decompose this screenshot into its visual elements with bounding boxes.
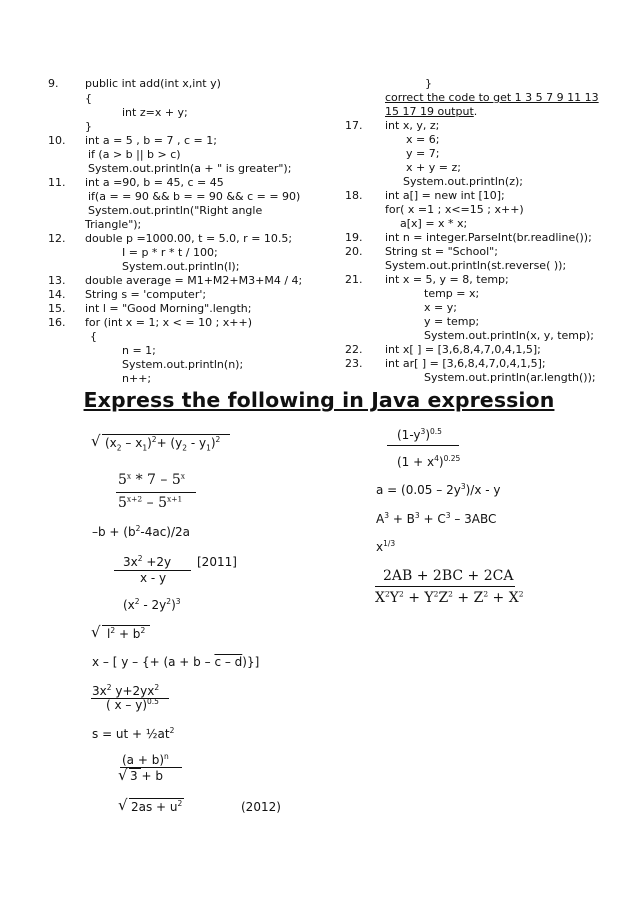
code-line: int x = 5, y = 8, temp;	[385, 273, 509, 286]
code-line: for( x =1 ; x<=15 ; x++)	[385, 203, 524, 216]
expression-distance: $(x_2 - x_1)^2+ (y_2 - y_1)^2$	[105, 435, 221, 453]
item-number: 16.	[48, 316, 66, 329]
year-tag: (2012)	[241, 800, 281, 814]
item-number: 23.	[345, 357, 363, 370]
sqrt-bar	[102, 434, 230, 435]
fraction-denominator: ( x – y)$^{0.5}$	[106, 697, 159, 712]
expression-velocity: $2as + u^2$	[131, 799, 183, 814]
item-number: 18.	[345, 189, 363, 202]
code-line: String st = "School";	[385, 245, 498, 258]
code-line: int x[ ] = [3,6,8,4,7,0,4,1,5];	[385, 343, 541, 356]
sqrt-bar	[129, 798, 184, 799]
code-line: x = y;	[424, 301, 457, 314]
fraction-bar	[375, 586, 515, 587]
code-line: if (a > b || b > c)	[88, 148, 181, 161]
expression-hypotenuse: $l^2 + b^2$	[107, 626, 146, 641]
code-line: n = 1;	[122, 344, 156, 357]
code-line: System.out.println("Right angle	[88, 204, 263, 217]
item-number: 12.	[48, 232, 66, 245]
code-line: System.out.println(a + " is greater");	[88, 162, 292, 175]
item-number: 9.	[48, 77, 59, 90]
code-line: int a =90, b = 45, c = 45	[85, 176, 224, 189]
instruction-line: correct the code to get 1 3 5 7 9 11 13	[385, 91, 599, 104]
code-line: System.out.println(z);	[403, 175, 523, 188]
fraction-numerator: $(a + b)^n$	[122, 752, 169, 767]
code-line: {	[85, 92, 92, 105]
sqrt-symbol: √	[91, 623, 101, 641]
code-line: {	[90, 330, 97, 343]
code-line: x = 6;	[406, 133, 440, 146]
code-line: y = 7;	[406, 147, 440, 160]
code-line: }	[85, 120, 92, 133]
code-line: if(a = = 90 && b = = 90 && c = = 90)	[88, 190, 301, 203]
code-line: System.out.println(ar.length());	[424, 371, 596, 384]
fraction-denominator: $5^{x+2} - 5^{x+1}$	[118, 494, 183, 511]
code-line: I = p * r * t / 100;	[122, 246, 218, 259]
item-number: 17.	[345, 119, 363, 132]
sqrt-symbol: √	[118, 766, 128, 784]
sqrt-symbol: √	[118, 796, 128, 814]
expression-cube-root: $x^{1/3}$	[376, 539, 396, 554]
expression-quadratic: $-b + (b^2-4ac)/2a$	[92, 524, 191, 539]
code-line: a[x] = x * x;	[400, 217, 468, 230]
item-number: 21.	[345, 273, 363, 286]
expression-cubes: $A^3 + B^3 + C^3 - 3ABC$	[376, 511, 497, 526]
code-line: for (int x = 1; x < = 10 ; x++)	[85, 316, 253, 329]
code-line: double p =1000.00, t = 5.0, r = 10.5;	[85, 232, 293, 245]
item-number: 22.	[345, 343, 363, 356]
code-line: n++;	[122, 372, 152, 385]
instruction-line	[385, 105, 477, 118]
code-line: Triangle");	[85, 218, 142, 231]
item-number: 15.	[48, 302, 66, 315]
code-line: double average = M1+M2+M3+M4 / 4;	[85, 274, 303, 287]
year-tag: [2011]	[197, 555, 237, 569]
code-line: int l = "Good Morning".length;	[85, 302, 252, 315]
code-line: x + y = z;	[406, 161, 461, 174]
instruction-underlined: 15 17 19 output	[385, 105, 474, 118]
sqrt-symbol: √	[91, 432, 101, 450]
fraction-numerator: 5$^x$ * 7 – 5$^x$	[118, 471, 186, 488]
item-number: 11.	[48, 176, 66, 189]
code-line: int a = 5 , b = 7 , c = 1;	[85, 134, 217, 147]
fraction-denominator: x - y	[140, 571, 167, 585]
code-line: y = temp;	[424, 315, 480, 328]
fraction-numerator: 2AB + 2BC + 2CA	[383, 568, 514, 584]
code-line: String s = 'computer';	[85, 288, 207, 301]
code-line: int n = integer.ParseInt(br.readline());	[385, 231, 592, 244]
code-line: int ar[ ] = [3,6,8,4,7,0,4,1,5];	[385, 357, 546, 370]
fraction-numerator: $3x^2$ $y+2yx^2$	[92, 683, 160, 698]
code-line: System.out.println(st.reverse( ));	[385, 259, 567, 272]
code-line: public int add(int x,int y)	[85, 77, 221, 90]
fraction-bar	[387, 445, 459, 446]
fraction-bar	[116, 492, 196, 493]
code-line: System.out.println(n);	[122, 358, 244, 371]
expression-assignment: $a = (0.05 - 2y^3)/x - y$	[376, 482, 501, 497]
fraction-numerator: $(1-y^3)^{0.5}$	[397, 427, 442, 442]
code-line: int z=x + y;	[122, 106, 188, 119]
instruction-period: .	[473, 105, 478, 118]
item-number: 20.	[345, 245, 363, 258]
expression-brackets: x – [ y – {+ (a + b – c – d)}]	[92, 655, 260, 669]
expression-displacement: s = ut + $\frac{1}{2}at^2$	[92, 726, 175, 741]
item-number: 13.	[48, 274, 66, 287]
fraction-denominator: 3 + b	[130, 769, 163, 783]
section-heading: Express the following in Java expression	[83, 388, 555, 412]
item-number: 10.	[48, 134, 66, 147]
fraction-denominator: $(1 + x^4)^{0.25}$	[397, 454, 461, 469]
fraction-denominator: $X^2Y^2 + Y^2Z^2 + Z^2 + X^2$	[375, 589, 524, 606]
item-number: 14.	[48, 288, 66, 301]
item-number: 19.	[345, 231, 363, 244]
code-line: System.out.println(x, y, temp);	[424, 329, 594, 342]
expression-power: $(x^2 - 2y^2)^3$	[123, 597, 181, 612]
code-line: int x, y, z;	[385, 119, 440, 132]
code-line: System.out.println(I);	[122, 260, 240, 273]
code-line: temp = x;	[424, 287, 480, 300]
code-line: int a[] = new int [10];	[385, 189, 505, 202]
closing-brace: }	[425, 77, 432, 90]
fraction-numerator: $3x^2 +2y$	[123, 554, 172, 569]
